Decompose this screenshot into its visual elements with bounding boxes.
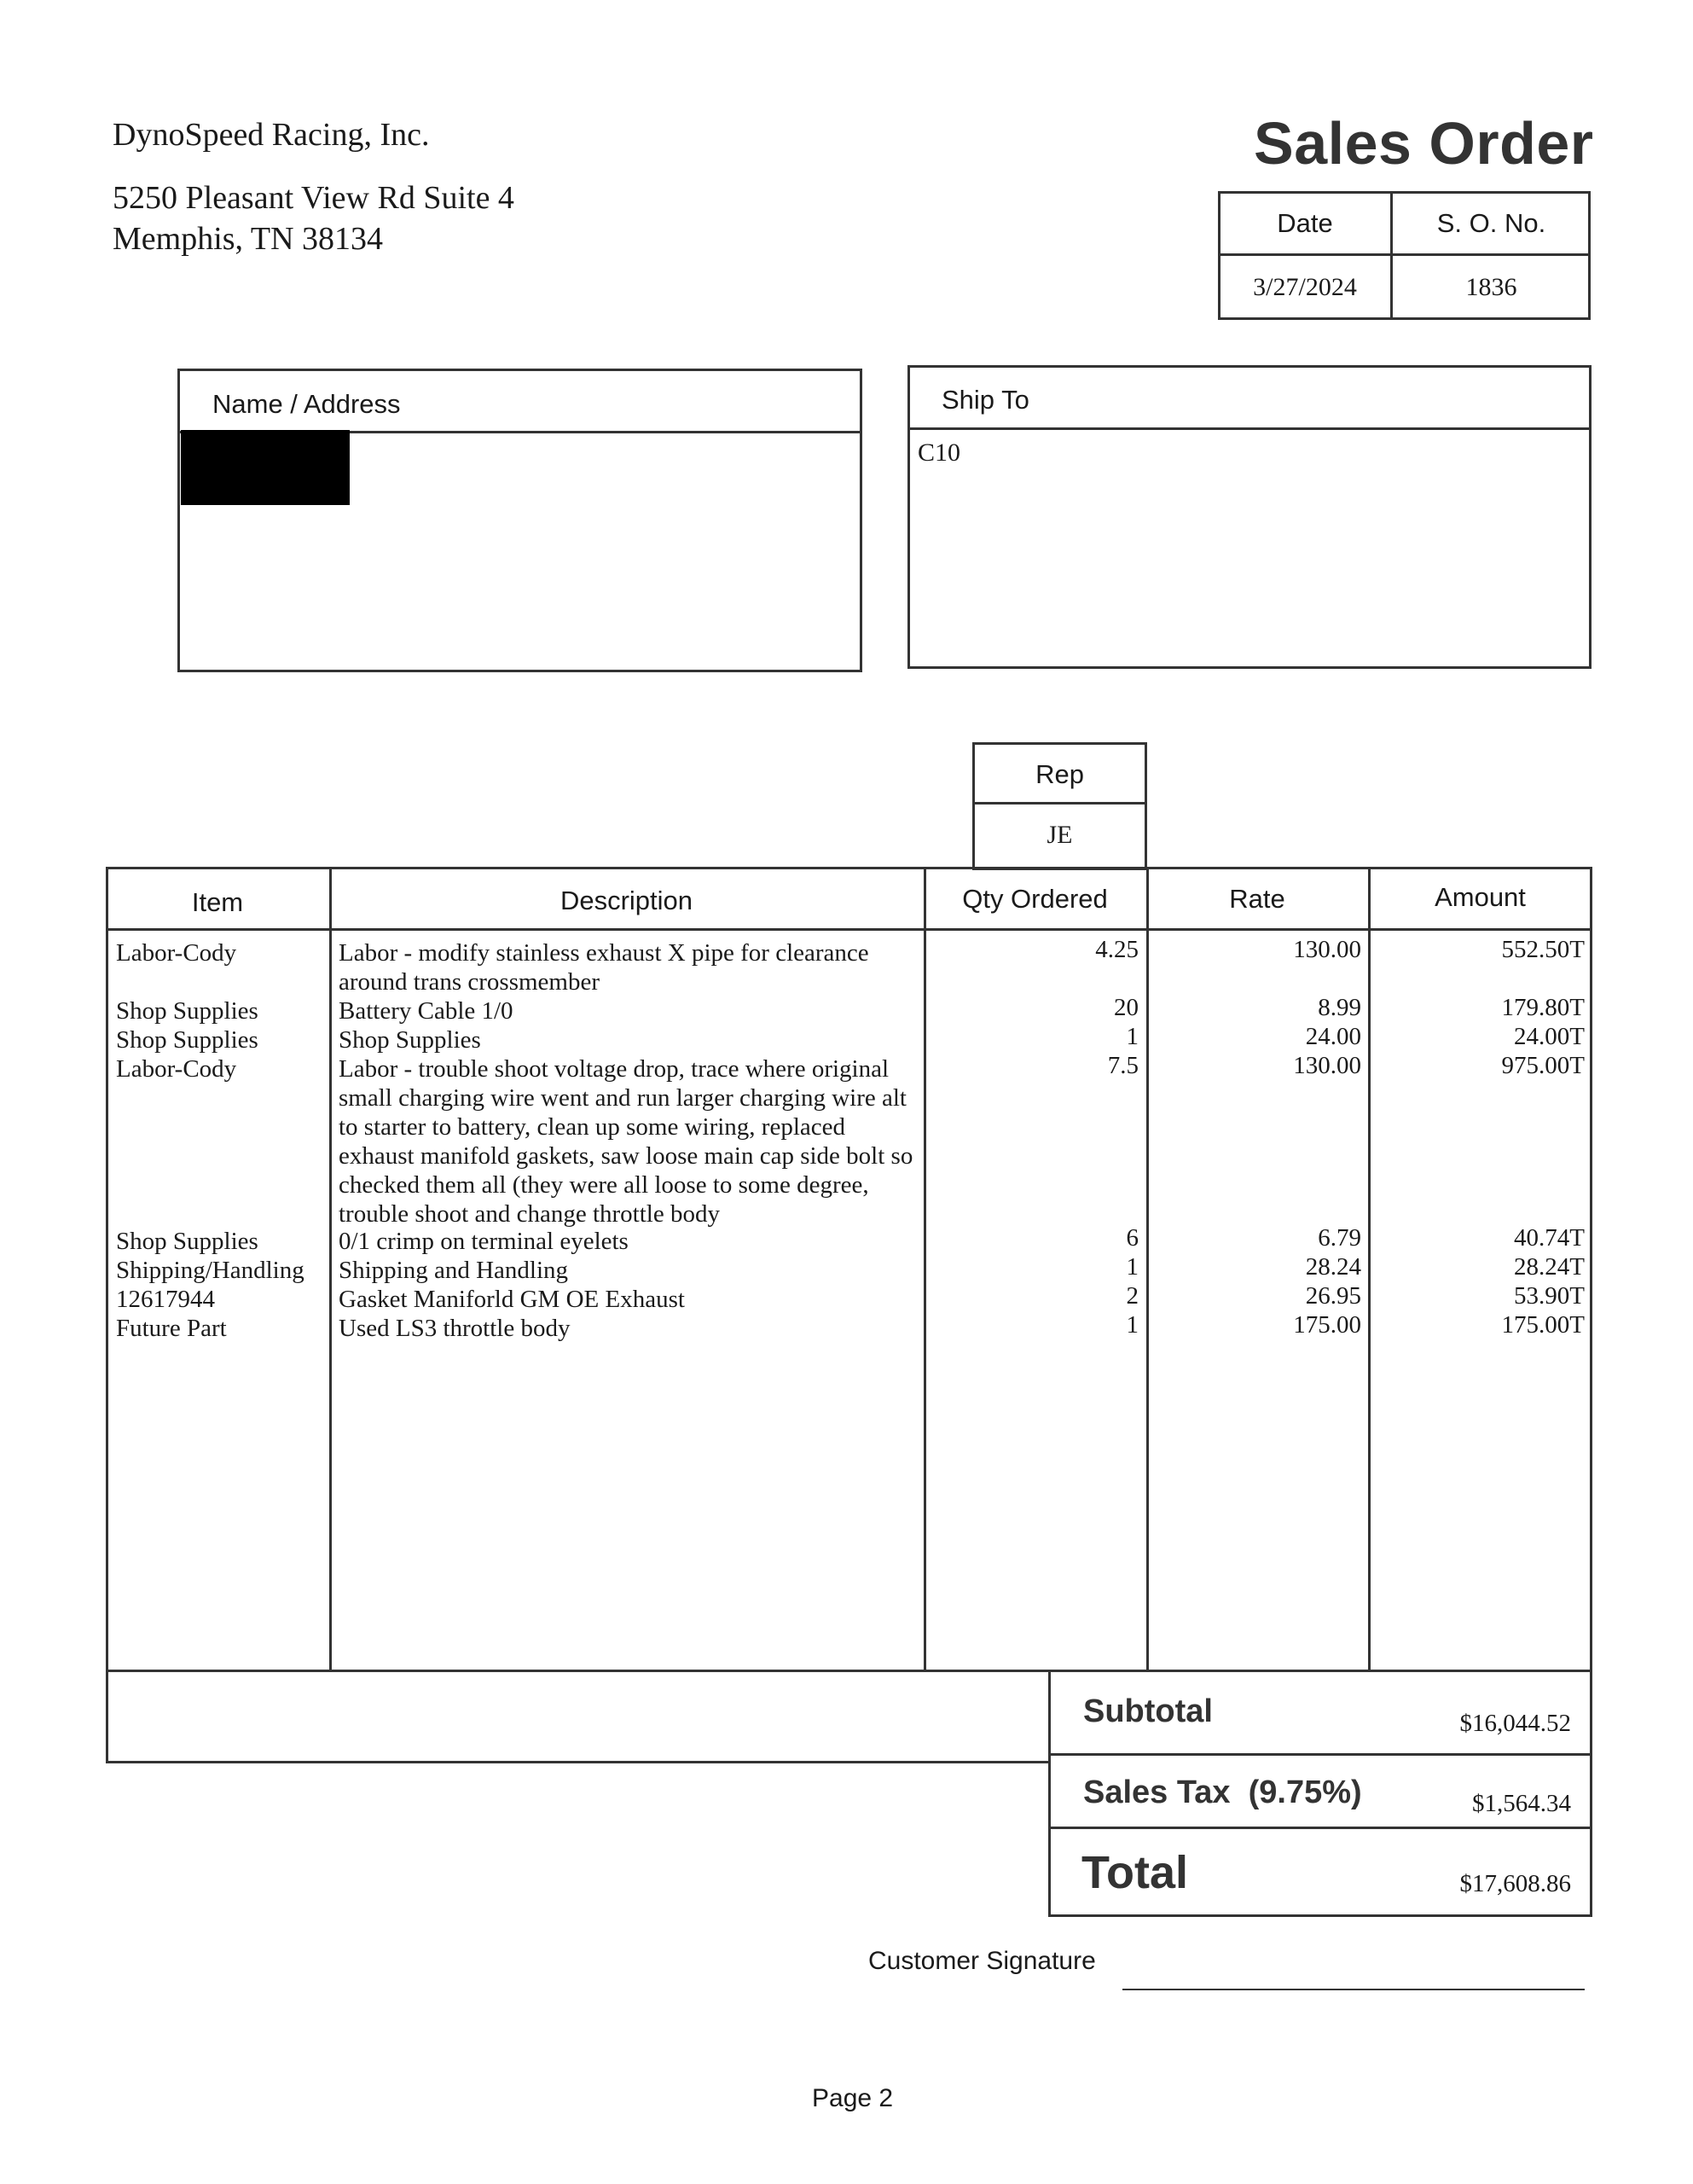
row-description-line: trouble shoot and change throttle body — [339, 1200, 720, 1228]
row-qty: 7.5 — [1107, 1052, 1139, 1079]
divider — [1048, 1827, 1592, 1829]
row-description-line: exhaust manifold gaskets, saw loose main cap side bolt so — [339, 1142, 913, 1170]
row-description-line: Used LS3 throttle body — [339, 1315, 571, 1342]
row-rate: 6.79 — [1318, 1224, 1361, 1252]
row-rate: 28.24 — [1305, 1253, 1361, 1281]
row-qty: 1 — [1126, 1311, 1139, 1339]
divider — [1218, 253, 1591, 256]
row-item: 12617944 — [116, 1286, 215, 1313]
row-qty: 4.25 — [1095, 936, 1139, 963]
row-description-line: to starter to battery, clean up some wiring, replaced — [339, 1113, 846, 1141]
row-amount: 40.74T — [1514, 1224, 1585, 1252]
col-header-item: Item — [191, 887, 244, 917]
row-qty: 1 — [1126, 1023, 1139, 1050]
signature-line[interactable] — [1122, 1989, 1585, 1990]
col-header-description: Description — [560, 886, 693, 915]
row-amount: 552.50T — [1501, 936, 1585, 963]
so-number-value: 1836 — [1465, 273, 1517, 301]
row-item: Shop Supplies — [116, 1228, 258, 1255]
divider — [972, 802, 1147, 804]
row-amount: 179.80T — [1501, 994, 1585, 1021]
total-value: $17,608.86 — [1459, 1870, 1571, 1897]
row-amount: 175.00T — [1501, 1311, 1585, 1339]
row-qty: 2 — [1126, 1282, 1139, 1310]
col-divider — [1368, 867, 1371, 1672]
row-description-line: small charging wire went and run larger charging wire alt — [339, 1084, 907, 1112]
row-description-line: checked them all (they were all loose to some degree, — [339, 1171, 869, 1199]
row-description-line: Labor - modify stainless exhaust X pipe for clearance — [339, 939, 869, 967]
row-rate: 175.00 — [1293, 1311, 1361, 1339]
row-item: Shop Supplies — [116, 997, 258, 1025]
row-qty: 20 — [1114, 994, 1139, 1021]
row-description-line: Battery Cable 1/0 — [339, 997, 513, 1025]
row-description-line: Shipping and Handling — [339, 1257, 569, 1284]
row-amount: 24.00T — [1514, 1023, 1585, 1050]
divider — [1048, 1753, 1592, 1756]
document-title: Sales Order — [1254, 110, 1594, 177]
col-divider — [1146, 867, 1149, 1672]
row-description-line: Gasket Maniforld GM OE Exhaust — [339, 1286, 685, 1313]
rep-value: JE — [1047, 821, 1073, 849]
company-address-line1: 5250 Pleasant View Rd Suite 4 — [113, 180, 514, 216]
divider — [907, 427, 1592, 430]
subtotal-label: Subtotal — [1083, 1693, 1213, 1729]
date-value: 3/27/2024 — [1253, 273, 1357, 301]
redacted-name-address — [181, 430, 350, 505]
row-amount: 53.90T — [1514, 1282, 1585, 1310]
date-label: Date — [1277, 208, 1333, 238]
row-rate: 24.00 — [1305, 1023, 1361, 1050]
col-header-amount: Amount — [1435, 882, 1526, 912]
customer-signature-label: Customer Signature — [868, 1947, 1096, 1975]
notes-box — [106, 1670, 1051, 1763]
rep-label: Rep — [1035, 759, 1084, 789]
total-label: Total — [1081, 1847, 1188, 1898]
col-header-qty-ordered: Qty Ordered — [962, 884, 1108, 914]
row-rate: 26.95 — [1305, 1282, 1361, 1310]
row-item: Labor-Cody — [116, 939, 237, 967]
row-amount: 28.24T — [1514, 1253, 1585, 1281]
col-divider — [329, 867, 332, 1672]
row-qty: 6 — [1126, 1224, 1139, 1252]
company-name: DynoSpeed Racing, Inc. — [113, 117, 430, 153]
sales-tax-value: $1,564.34 — [1472, 1790, 1571, 1817]
col-header-rate: Rate — [1229, 884, 1285, 914]
subtotal-value: $16,044.52 — [1459, 1710, 1571, 1737]
sales-tax-label: Sales Tax (9.75%) — [1083, 1774, 1362, 1810]
row-rate: 130.00 — [1293, 1052, 1361, 1079]
row-description-line: around trans crossmember — [339, 968, 600, 996]
row-description-line: Shop Supplies — [339, 1026, 481, 1054]
ship-to-value: C10 — [918, 439, 961, 467]
row-item: Future Part — [116, 1315, 227, 1342]
row-amount: 975.00T — [1501, 1052, 1585, 1079]
row-description-line: Labor - trouble shoot voltage drop, trace where original — [339, 1055, 890, 1083]
row-rate: 130.00 — [1293, 936, 1361, 963]
company-address-line2: Memphis, TN 38134 — [113, 221, 384, 257]
row-description-line: 0/1 crimp on terminal eyelets — [339, 1228, 629, 1255]
row-item: Shipping/Handling — [116, 1257, 304, 1284]
page-number: Page 2 — [812, 2084, 894, 2112]
ship-to-label: Ship To — [942, 385, 1029, 415]
name-address-label: Name / Address — [212, 389, 401, 419]
row-item: Shop Supplies — [116, 1026, 258, 1054]
col-divider — [924, 867, 926, 1672]
so-number-label: S. O. No. — [1436, 208, 1546, 238]
row-qty: 1 — [1126, 1253, 1139, 1281]
row-item: Labor-Cody — [116, 1055, 237, 1083]
row-rate: 8.99 — [1318, 994, 1361, 1021]
